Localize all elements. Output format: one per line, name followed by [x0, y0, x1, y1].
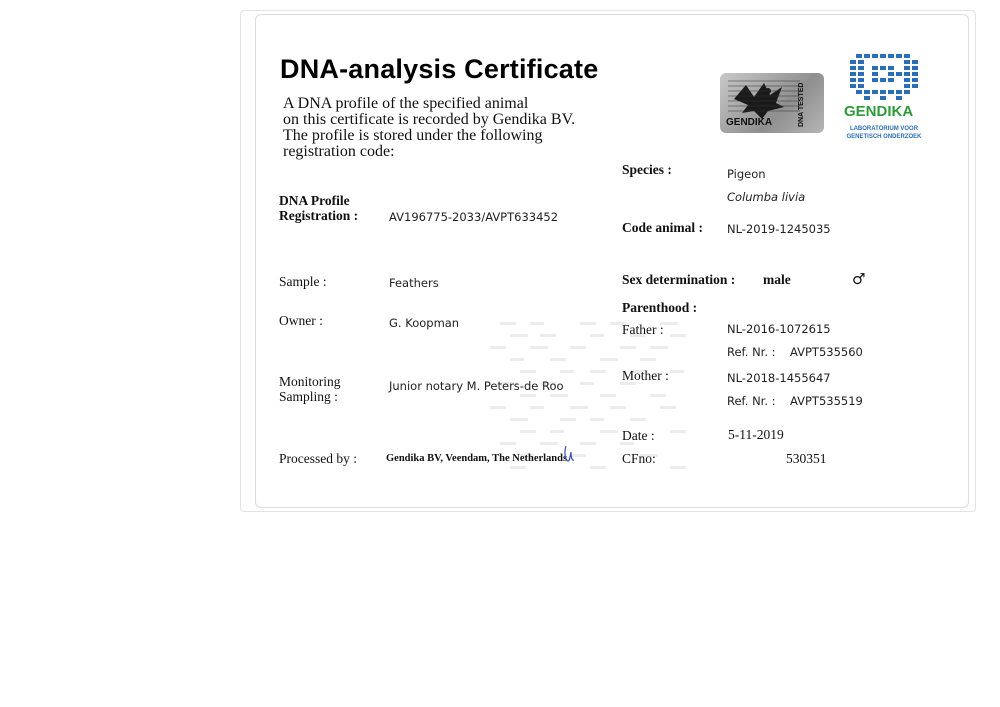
species-label: Species : [622, 162, 672, 177]
male-symbol-icon: ♂ [852, 270, 866, 288]
owner-value: G. Koopman [389, 316, 460, 330]
sex-determination-label: Sex determination : [622, 272, 736, 287]
mother-ref-value: AVPT535519 [790, 394, 863, 408]
handwritten-initial-mark [563, 444, 575, 464]
processed-by-label: Processed by : [279, 451, 357, 466]
monitoring-value: Junior notary M. Peters-de Roo [389, 379, 564, 393]
code-animal-label: Code animal : [622, 220, 703, 235]
species-latin: Columba livia [727, 190, 806, 204]
mother-value: NL-2018-1455647 [727, 371, 831, 385]
intro-line-4: registration code: [283, 143, 395, 160]
parenthood-label: Parenthood : [622, 300, 698, 315]
sticker-side-text: DNA TESTED [798, 82, 805, 127]
mother-ref-label: Ref. Nr. : [727, 394, 776, 408]
sample-value: Feathers [389, 276, 439, 290]
gendika-subtitle-line-2: GENETISCH ONDERZOEK [846, 134, 922, 140]
cfno-value: 530351 [786, 451, 827, 466]
sex-value: male [763, 272, 791, 287]
date-value: 5-11-2019 [728, 427, 784, 442]
father-ref-label: Ref. Nr. : [727, 345, 776, 359]
registration-value: AV196775-2033/AVPT633452 [389, 210, 559, 224]
intro-line-3: The profile is stored under the following [283, 127, 543, 144]
sticker-label: GENDIKA [726, 117, 773, 128]
gendika-subtitle-line-1: LABORATORIUM VOOR [849, 126, 919, 132]
registration-label-line-1: DNA Profile [279, 193, 350, 208]
code-animal-value: NL-2019-1245035 [727, 222, 831, 236]
sample-label: Sample : [279, 274, 327, 289]
certificate-title: DNA-analysis Certificate [280, 54, 599, 84]
dna-tested-sticker [720, 73, 824, 133]
owner-label: Owner : [279, 313, 323, 328]
cfno-label: CFno: [622, 451, 656, 466]
registration-label-line-2: Registration : [279, 208, 359, 223]
gendika-brand-name: GENDIKA [844, 103, 914, 120]
date-label: Date : [622, 428, 655, 443]
father-label: Father : [622, 322, 664, 337]
intro-line-1: A DNA profile of the specified animal [283, 95, 529, 112]
father-value: NL-2016-1072615 [727, 322, 831, 336]
gendika-logo-icon [846, 52, 922, 102]
species-value: Pigeon [727, 167, 766, 181]
processed-by-value: Gendika BV, Veendam, The Netherlands [386, 453, 568, 464]
mother-label: Mother : [622, 368, 669, 383]
monitoring-label-line-1: Monitoring [279, 374, 341, 389]
intro-line-2: on this certificate is recorded by Gendika BV. [283, 111, 576, 128]
father-ref-value: AVPT535560 [790, 345, 863, 359]
monitoring-label-line-2: Sampling : [279, 389, 338, 404]
